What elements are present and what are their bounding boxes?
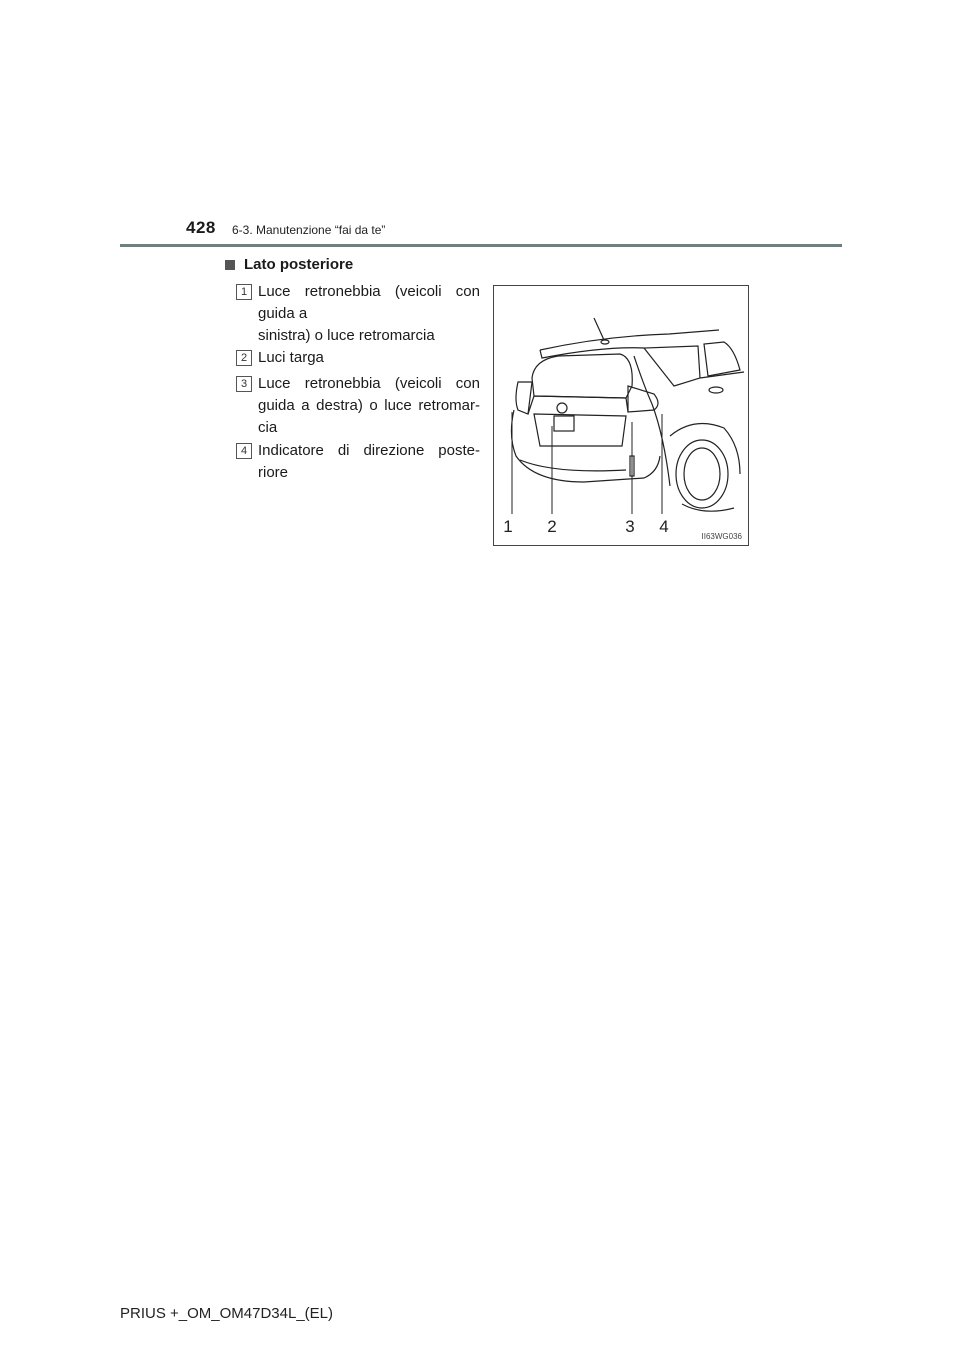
list-item bbox=[236, 440, 480, 484]
section-heading bbox=[225, 256, 353, 273]
item-text bbox=[258, 281, 480, 347]
item-text-line: Luce retronebbia (veicoli con guida a sinistra) o luce retromarcia bbox=[258, 283, 480, 344]
callout-3: 3 bbox=[625, 517, 635, 536]
item-number: 2 bbox=[236, 350, 252, 366]
section-heading-text: Lato posteriore bbox=[244, 256, 354, 273]
figure-code: II63WG036 bbox=[701, 532, 742, 541]
list-item bbox=[236, 373, 480, 439]
section-header: 6-3. Manutenzione “fai da te” bbox=[232, 223, 386, 237]
page-number: 428 bbox=[186, 218, 216, 237]
square-bullet-icon bbox=[225, 260, 235, 270]
car-rear-drawing bbox=[494, 286, 750, 547]
car-rear-illustration bbox=[493, 285, 749, 546]
item-text: Luci targa bbox=[258, 349, 324, 366]
callout-4: 4 bbox=[659, 517, 669, 536]
item-text: Indicatore di direzione poste-riore bbox=[258, 442, 480, 481]
item-number: 4 bbox=[236, 443, 252, 459]
list-item bbox=[236, 281, 480, 347]
document-code: PRIUS +_OM_OM47D34L_(EL) bbox=[120, 1305, 334, 1322]
callout-2: 2 bbox=[547, 517, 557, 536]
item-text: Luce retronebbia (veicoli con guida a destra) o luce retromar-cia bbox=[258, 375, 480, 436]
item-number: 1 bbox=[236, 284, 252, 300]
callout-1: 1 bbox=[503, 517, 513, 536]
item-number: 3 bbox=[236, 376, 252, 392]
header-divider bbox=[120, 244, 842, 247]
list-item bbox=[236, 347, 480, 369]
